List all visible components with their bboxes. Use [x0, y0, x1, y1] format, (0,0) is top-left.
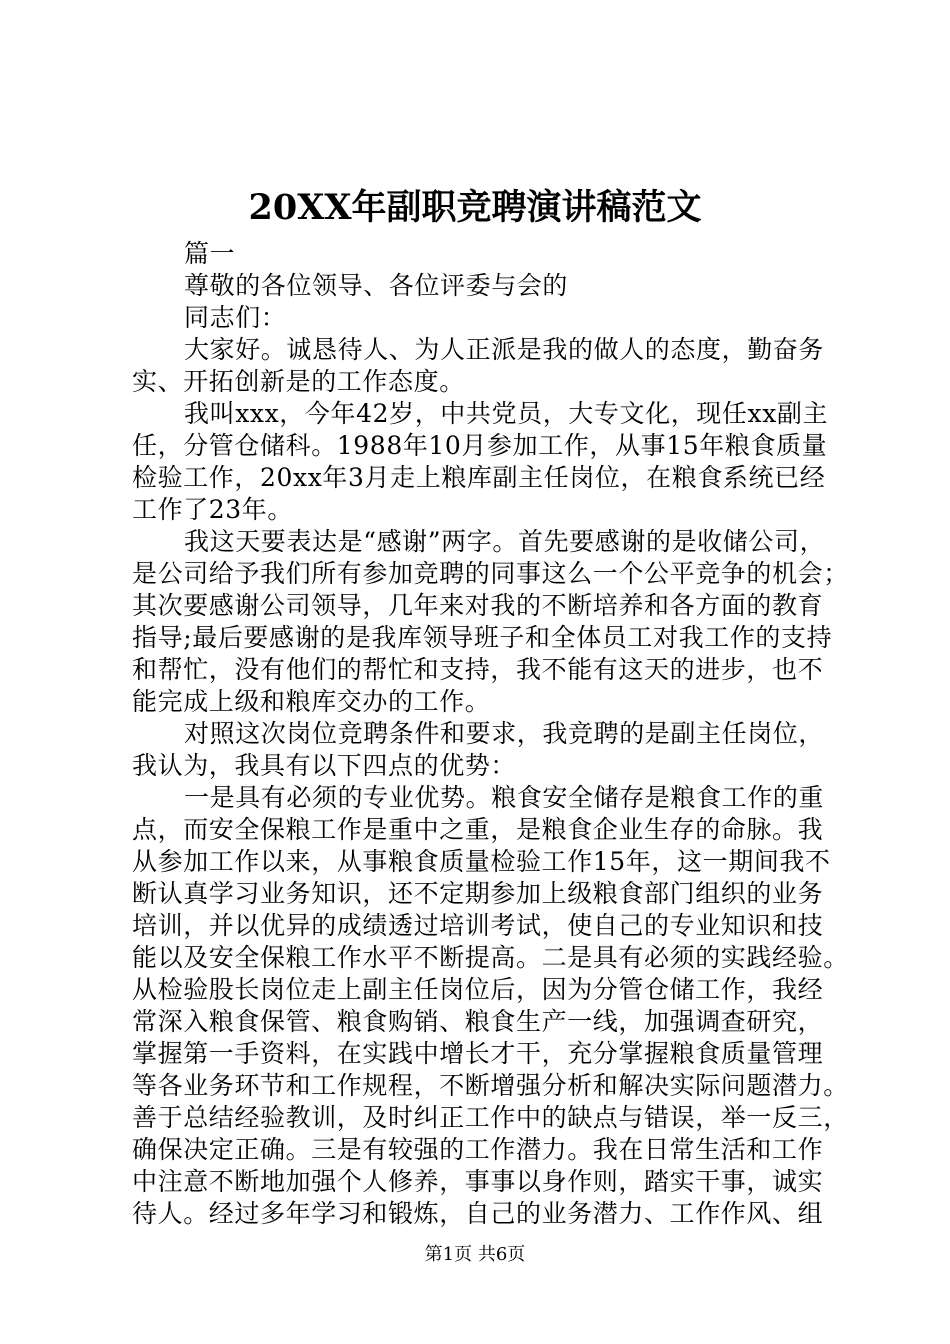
paragraph-line: 检验工作，20xx年3月走上粮库副主任岗位，在粮食系统已经	[132, 463, 826, 492]
paragraph-line: 常深入粮食保管、粮食购销、粮食生产一线，加强调查研究，	[132, 1007, 824, 1036]
paragraph-line: 培训，并以优异的成绩透过培训考试，使自己的专业知识和技	[132, 911, 824, 940]
paragraph-line: 善于总结经验教训，及时纠正工作中的缺点与错误，举一反三，	[132, 1103, 849, 1132]
paragraph-line: 指导;最后要感谢的是我库领导班子和全体员工对我工作的支持	[132, 623, 833, 652]
section-heading: 篇一	[184, 239, 236, 268]
paragraph-line: 等各业务环节和工作规程，不断增强分析和解决实际问题潜力。	[132, 1071, 849, 1100]
paragraph-line: 一是具有必须的专业优势。粮食安全储存是粮食工作的重	[184, 783, 825, 812]
paragraph-line: 能以及安全保粮工作水平不断提高。二是具有必须的实践经验。	[132, 943, 849, 972]
paragraph-line: 和帮忙，没有他们的帮忙和支持，我不能有这天的进步，也不	[132, 655, 824, 684]
page-title: 20XX年副职竞聘演讲稿范文	[248, 187, 702, 228]
paragraph-line: 其次要感谢公司领导，几年来对我的不断培养和各方面的教育	[132, 591, 824, 620]
paragraph-line: 我这天要表达是“感谢”两字。首先要感谢的是收储公司，	[184, 527, 826, 556]
paragraph-line: 我认为，我具有以下四点的优势：	[132, 751, 517, 780]
paragraph-line: 我叫xxx，今年42岁，中共党员，大专文化，现任xx副主	[184, 399, 829, 428]
paragraph-line: 大家好。诚恳待人、为人正派是我的做人的态度，勤奋务	[184, 335, 825, 364]
salutation-line: 尊敬的各位领导、各位评委与会的	[184, 271, 569, 300]
salutation-line: 同志们：	[184, 303, 287, 332]
paragraph-line: 能完成上级和粮库交办的工作。	[132, 687, 491, 716]
paragraph-line: 待人。经过多年学习和锻炼，自己的业务潜力、工作作风、组	[132, 1199, 824, 1228]
page-number-footer: 第1页 共6页	[424, 1244, 526, 1265]
paragraph-line: 工作了23年。	[132, 495, 294, 524]
paragraph-line: 实、开拓创新是的工作态度。	[132, 367, 465, 396]
paragraph-line: 掌握第一手资料，在实践中增长才干，充分掌握粮食质量管理	[132, 1039, 824, 1068]
paragraph-line: 从参加工作以来，从事粮食质量检验工作15年，这一期间我不	[132, 847, 831, 876]
paragraph-line: 从检验股长岗位走上副主任岗位后，因为分管仓储工作，我经	[132, 975, 824, 1004]
paragraph-line: 断认真学习业务知识，还不定期参加上级粮食部门组织的业务	[132, 879, 824, 908]
paragraph-line: 中注意不断地加强个人修养，事事以身作则，踏实干事，诚实	[132, 1167, 824, 1196]
paragraph-line: 确保决定正确。三是有较强的工作潜力。我在日常生活和工作	[132, 1135, 824, 1164]
paragraph-line: 点，而安全保粮工作是重中之重，是粮食企业生存的命脉。我	[132, 815, 824, 844]
document-body	[132, 238, 849, 1230]
paragraph-line: 任，分管仓储科。1988年10月参加工作，从事15年粮食质量	[132, 431, 828, 460]
paragraph-line: 是公司给予我们所有参加竞聘的同事这么一个公平竞争的机会；	[132, 559, 849, 588]
paragraph-line: 对照这次岗位竞聘条件和要求，我竞聘的是副主任岗位，	[184, 719, 825, 748]
